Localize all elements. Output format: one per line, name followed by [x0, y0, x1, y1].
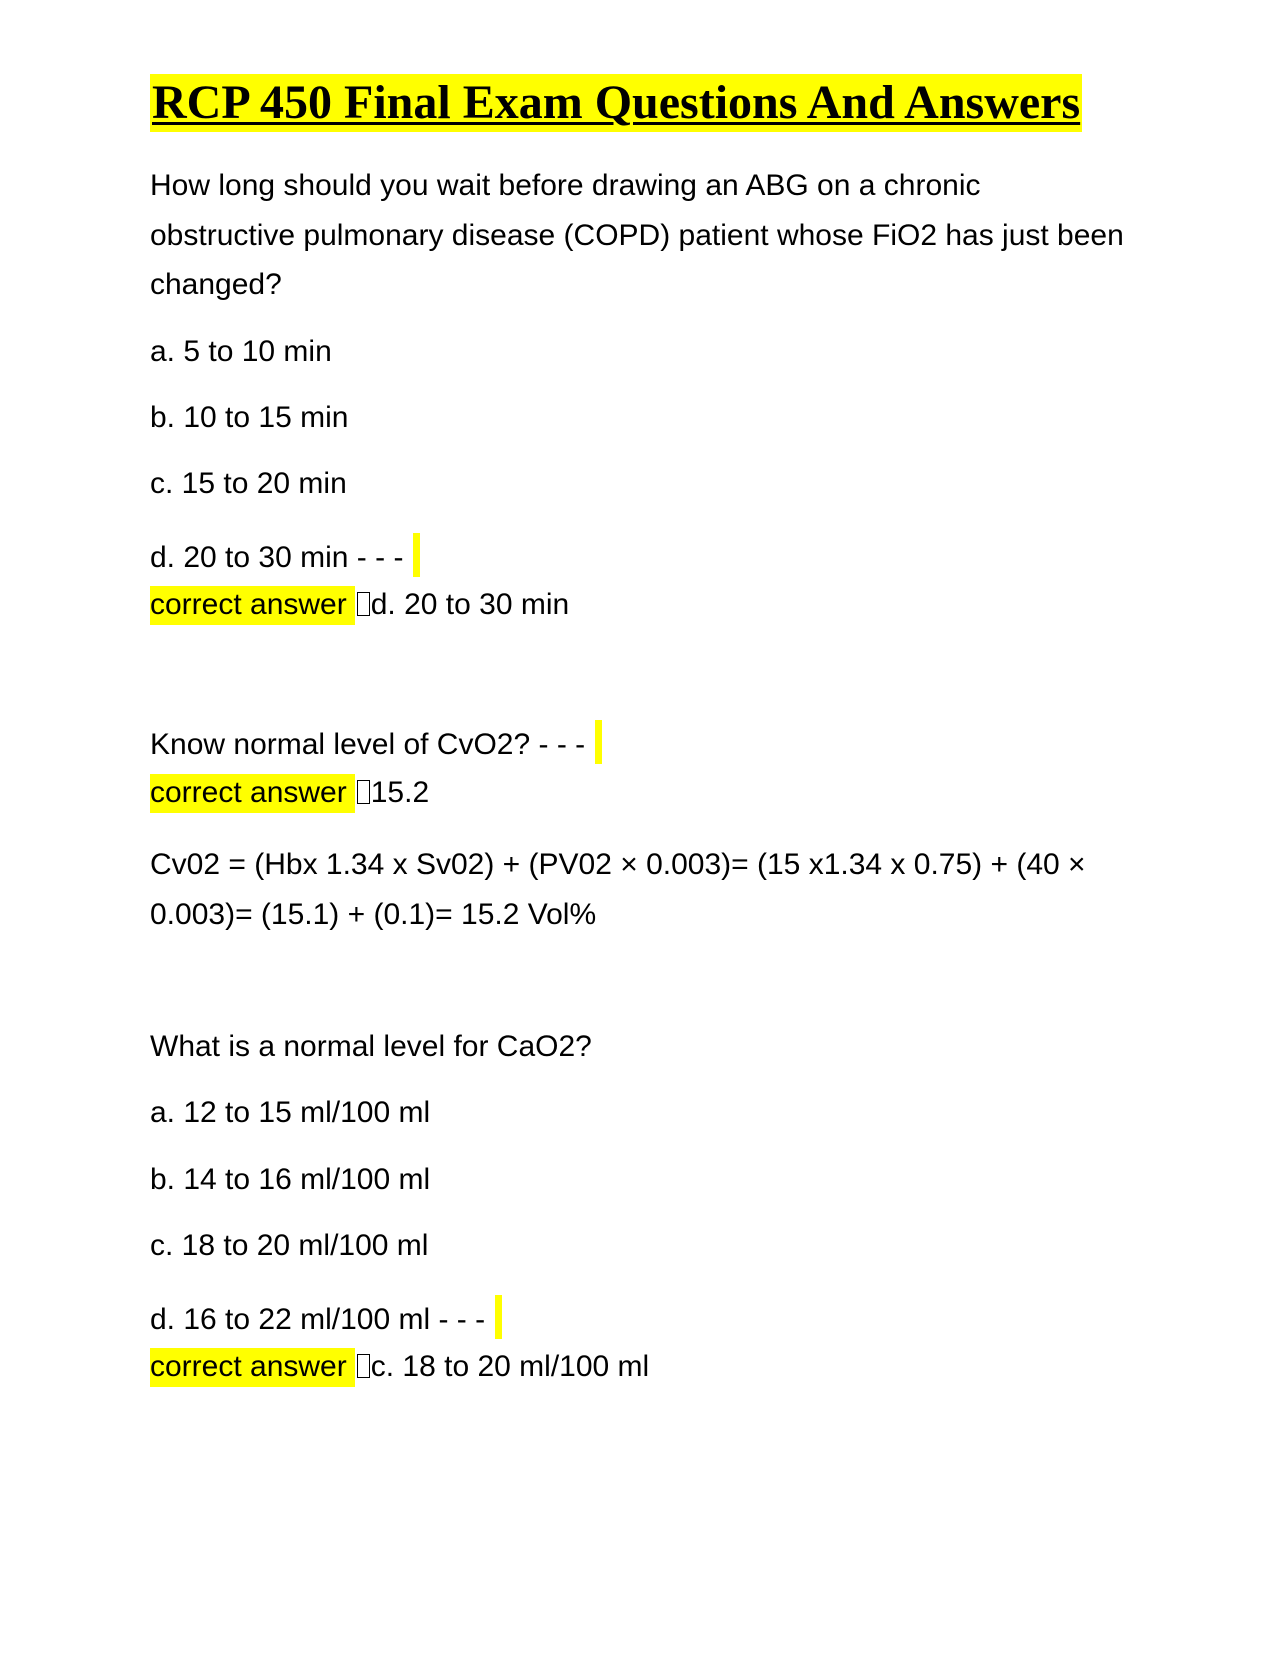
q1-option-c: c. 15 to 20 min: [150, 467, 347, 500]
question-2-text: Know normal level of CvO2? - - -: [150, 728, 586, 761]
highlight-marker: [595, 720, 602, 764]
q3-option-d: d. 16 to 22 ml/100 ml - - -: [150, 1303, 486, 1336]
q3-option-a: a. 12 to 15 ml/100 ml: [150, 1096, 431, 1129]
q1-option-a: a. 5 to 10 min: [150, 335, 332, 368]
document-title: RCP 450 Final Exam Questions And Answers: [150, 74, 1082, 132]
q3-answer: c. 18 to 20 ml/100 ml: [370, 1350, 650, 1383]
q1-option-d: d. 20 to 30 min - - -: [150, 541, 404, 574]
missing-glyph-icon: [357, 780, 370, 804]
q1-answer-line: [150, 587, 569, 623]
q2-question-line: [150, 720, 602, 764]
highlight-marker: [413, 533, 420, 577]
q3-answer-line: [150, 1349, 649, 1385]
q2-explanation: Cv02 = (Hbx 1.34 x Sv02) + (PV02 × 0.003)= (15 x1.34 x 0.75) + (40 × 0.003)= (15.1) + (0.1)= 15.2 Vol%: [150, 848, 1086, 931]
highlight-marker: [495, 1295, 502, 1339]
question-1-text: How long should you wait before drawing an ABG on a chronic obstructive pulmonary disease (COPD) patient whose FiO2 has just been changed?: [150, 169, 1124, 301]
q3-option-d-line: [150, 1295, 502, 1339]
q3-option-c: c. 18 to 20 ml/100 ml: [150, 1229, 429, 1262]
question-3-text: What is a normal level for CaO2?: [150, 1030, 592, 1063]
q2-answer: 15.2: [370, 776, 430, 809]
missing-glyph-icon: [357, 1354, 370, 1378]
correct-answer-label: correct answer: [150, 1348, 355, 1387]
missing-glyph-icon: [357, 592, 370, 616]
q3-option-b: b. 14 to 16 ml/100 ml: [150, 1163, 431, 1196]
correct-answer-label: correct answer: [150, 774, 355, 813]
q2-answer-line: [150, 775, 429, 811]
q1-option-b: b. 10 to 15 min: [150, 401, 349, 434]
q1-answer: d. 20 to 30 min: [370, 588, 570, 621]
q1-option-d-line: [150, 533, 420, 577]
correct-answer-label: correct answer: [150, 586, 355, 625]
